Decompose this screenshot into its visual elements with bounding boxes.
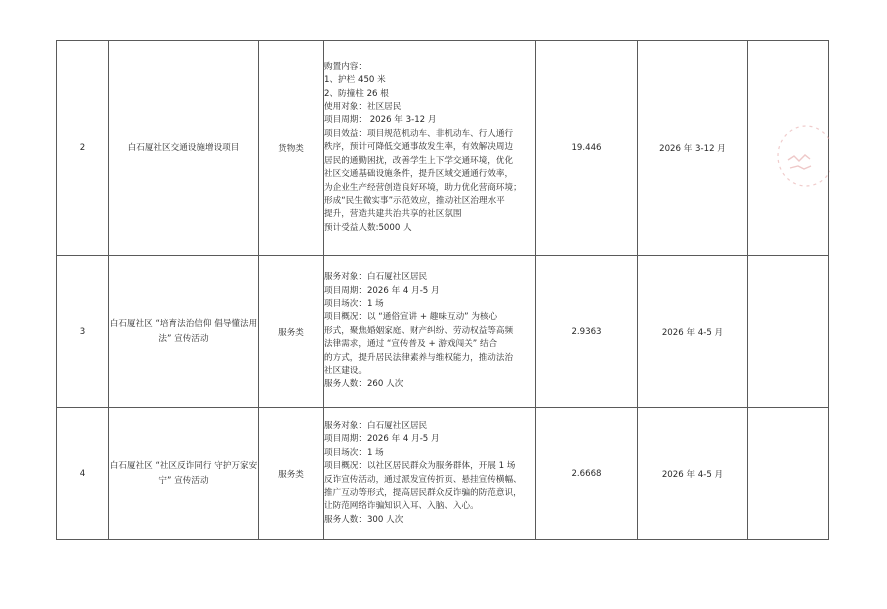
description-line: 服务人数：260 人次	[324, 379, 404, 390]
project-name: 白石厦社区 “社区反诈同行 守护万家安宁” 宣传活动	[109, 408, 259, 540]
description-line: 让防范网络诈骗知识入耳、入脑、入心。	[324, 501, 479, 512]
table-row	[57, 41, 829, 256]
description-line: 服务人数：300 人次	[324, 514, 404, 525]
project-amount: 19.446	[536, 41, 638, 256]
project-description	[324, 256, 536, 408]
project-name: 白石厦社区交通设施增设项目	[109, 41, 259, 256]
row-index: 4	[57, 408, 109, 540]
description-line: 购置内容：	[324, 61, 367, 72]
description-line: 的方式，提升居民法律素养与维权能力，推动法治	[324, 352, 514, 363]
description-line: 形式，聚焦婚姻家庭、财产纠纷、劳动权益等高频	[324, 325, 514, 336]
description-line: 2、防撞柱 26 根	[324, 88, 389, 99]
project-name: 白石厦社区 “培育法治信仰 倡导懂法用法” 宣传活动	[109, 256, 259, 408]
row-index: 3	[57, 256, 109, 408]
project-period: 2026 年 3-12 月	[638, 41, 748, 256]
project-description	[324, 41, 536, 256]
description-line: 秩序，预计可降低交通事故发生率，有效解决周边	[324, 142, 514, 153]
description-line: 法律需求，通过 “宣传普及 + 游戏闯关” 结合	[324, 339, 498, 350]
description-line: 社区建设。	[324, 366, 367, 377]
row-index: 2	[57, 41, 109, 256]
description-line: 项目场次：1 场	[324, 447, 384, 458]
table-row	[57, 256, 829, 408]
project-remark	[748, 408, 829, 540]
description-line: 为企业生产经营创造良好环境，助力优化营商环境；	[324, 182, 522, 193]
project-period: 2026 年 4-5 月	[638, 408, 748, 540]
table-row	[57, 408, 829, 540]
project-description	[324, 408, 536, 540]
description-line: 项目周期： 2026 年 3-12 月	[324, 115, 437, 126]
description-line: 居民的通勤困扰，改善学生上下学交通环境，优化	[324, 155, 514, 166]
project-remark	[748, 256, 829, 408]
project-remark	[748, 41, 829, 256]
description-line: 项目周期：2026 年 4 月-5 月	[324, 285, 440, 296]
project-category: 服务类	[259, 408, 324, 540]
project-period: 2026 年 4-5 月	[638, 256, 748, 408]
description-line: 预计受益人数:5000 人	[324, 222, 412, 233]
description-line: 社区交通基础设施条件，提升区域交通通行效率，	[324, 169, 514, 180]
project-category: 服务类	[259, 256, 324, 408]
project-amount: 2.6668	[536, 408, 638, 540]
description-line: 项目周期：2026 年 4 月-5 月	[324, 434, 440, 445]
description-line: 使用对象：社区居民	[324, 102, 402, 113]
description-line: 项目概况：以 “通俗宣讲 + 趣味互动” 为核心	[324, 312, 498, 323]
project-category: 货物类	[259, 41, 324, 256]
description-line: 推广互动等形式，提高居民群众反诈骗的防范意识，	[324, 487, 522, 498]
description-line: 项目效益：项目规范机动车、非机动车、行人通行	[324, 128, 514, 139]
description-line: 服务对象：白石厦社区居民	[324, 272, 428, 283]
table-body	[57, 41, 829, 540]
project-amount: 2.9363	[536, 256, 638, 408]
description-line: 项目场次：1 场	[324, 298, 384, 309]
description-line: 服务对象：白石厦社区居民	[324, 420, 428, 431]
description-line: 项目概况：以社区居民群众为服务群体，开展 1 场	[324, 461, 516, 472]
description-line: 反诈宣传活动，通过派发宣传折页、悬挂宣传横幅、	[324, 474, 522, 485]
description-line: 提升，营造共建共治共享的社区氛围	[324, 209, 462, 220]
description-line: 形成“民生微实事”示范效应，推动社区治理水平	[324, 195, 505, 206]
project-table	[56, 40, 829, 540]
description-line: 1、护栏 450 米	[324, 75, 386, 86]
